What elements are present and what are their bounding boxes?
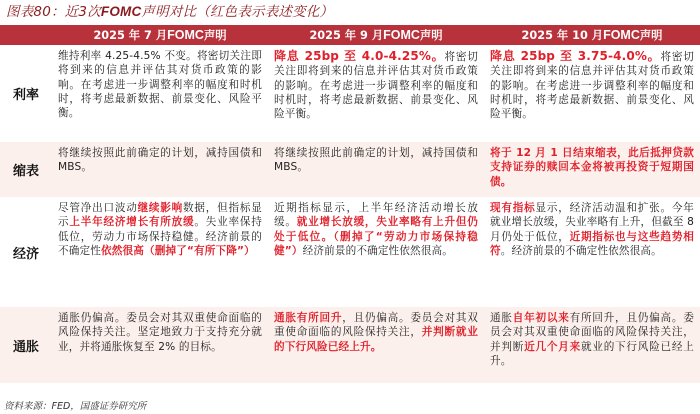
statement-text: 近期指标显示，上半年经济活动增长放缓。 <box>274 202 478 229</box>
statement-text: 将继续按照此前确定的计划，减持国债和 MBS。 <box>274 147 478 174</box>
cell-economy-july <box>52 197 268 307</box>
cell-inflation-july <box>52 307 268 383</box>
cell-economy-september <box>268 197 484 307</box>
highlighted-change-text: 并判断就业的下行风险已经上升。 <box>274 326 478 353</box>
cell-balance-october <box>484 142 700 197</box>
statement-text: 通胀仍偏高。委员会对其双重使命面临的风险保持关注。坚定地致力于支持充分就业，并将通胀恢复至 2% 的目标。 <box>58 312 262 353</box>
row-label-balance-sheet: 缩表 <box>0 142 52 197</box>
statement-text: 将密切关注即将到来的信息并评估其对货币政策的影响。在考虑进一步调整利率的幅度和时机时，将考虑最新数据、前景变化、风险平衡。 <box>490 51 694 121</box>
highlighted-change-text: 降息 25bp 至 3.75-4.0%。 <box>490 49 661 63</box>
highlighted-change-text: 现有指标 <box>490 202 536 214</box>
cell-rate-september <box>268 45 484 142</box>
highlighted-change-text: 上半年经济增长有所放缓 <box>69 216 195 229</box>
row-label-economy: 经济 <box>12 246 39 262</box>
header-corner <box>0 25 52 45</box>
highlighted-change-text: 依然很高（删掉了“有所下降”） <box>100 244 255 257</box>
cell-economy-october <box>484 197 700 307</box>
column-header-october: 2025 年 10 月 FOMC 声明 <box>484 25 700 45</box>
highlighted-change-text: 就业增长放缓，失业率略有上升但仍处于低位。（删掉了“劳动力市场保持稳健”） <box>274 216 478 257</box>
cell-inflation-october <box>484 307 700 383</box>
cell-balance-september <box>268 142 484 197</box>
statement-text: ，且仍偏高。委员会对其双重使命面临的风险保持关注， <box>274 312 478 339</box>
title-fomc: FOMC <box>100 4 142 19</box>
column-header-july: 2025 年 7 月 FOMC 声明 <box>52 25 268 45</box>
highlighted-change-text: 降息 25bp 至 4.0-4.25%。 <box>274 49 445 63</box>
statement-text: 。失业率保持低位，劳动力市场保持稳健。经济前景的不确定性 <box>58 216 262 257</box>
highlighted-change-text: 自年初以来 <box>512 312 570 324</box>
statement-text: 有所回升，且仍偏高。委员会对其双重使命面临的风险保持关注，并判断 <box>490 312 694 353</box>
statement-text: 通胀 <box>490 312 513 324</box>
figure-title <box>6 1 333 23</box>
cell-balance-july <box>52 142 268 197</box>
highlighted-change-text: 将于 12 月 1 日结束缩表，此后抵押贷款支持证券的赎回本金将被再投资于短期国债。 <box>490 147 694 188</box>
title-suffix: 声明对比（红色表示表述变化） <box>141 4 334 20</box>
column-header-september: 2025 年 9 月 FOMC 声明 <box>268 25 484 45</box>
source-footnote: 资料来源：FED，国盛证券研究所 <box>4 401 147 412</box>
statement-text: 将密切关注即将到来的信息并评估其对货币政策的影响。在考虑进一步调整利率的幅度和时机时，将考虑最新数据、前景变化、风险平衡。 <box>274 51 478 121</box>
row-label-inflation: 通胀 <box>0 307 52 383</box>
fomc-comparison-table <box>0 25 700 383</box>
cell-rate-october <box>484 45 700 142</box>
cell-rate-july <box>52 45 268 142</box>
statement-text: 经济前景的不确定性依然很高。 <box>302 244 454 257</box>
highlighted-change-text: 近期指标也与这些趋势相符 <box>490 230 694 257</box>
statement-text: 尽管净出口波动 <box>58 202 138 214</box>
statement-text: 维持利率 4.25-4.5% 不变。将密切关注即将到来的信息并评估其对货币政策的影响。在考虑进一步调整利率的幅度和时机时，将考虑最新数据、前景变化、风险平衡。 <box>58 50 262 120</box>
cell-inflation-september <box>268 307 484 383</box>
statement-text: 显示，经济活动温和扩张。今年就业增长放缓，失业率略有上升，但截至 8 月仍处于低位， <box>490 202 694 243</box>
highlighted-change-text: 近几个月来 <box>524 340 581 353</box>
statement-text: 将继续按照此前确定的计划，减持国债和 MBS。 <box>58 147 262 174</box>
highlighted-change-text: 通胀有所回升 <box>274 312 343 324</box>
statement-text: 就业的下行风险已经上升。 <box>490 340 695 367</box>
row-label-interest-rate: 利率 <box>12 88 39 103</box>
statement-text: 。经济前景的不确定性依然很高。 <box>500 244 662 257</box>
statement-text: 数据，但指标显示 <box>58 202 262 229</box>
highlighted-change-text: 继续影响 <box>137 202 184 214</box>
title-prefix: 图表80：近3次 <box>6 4 101 20</box>
